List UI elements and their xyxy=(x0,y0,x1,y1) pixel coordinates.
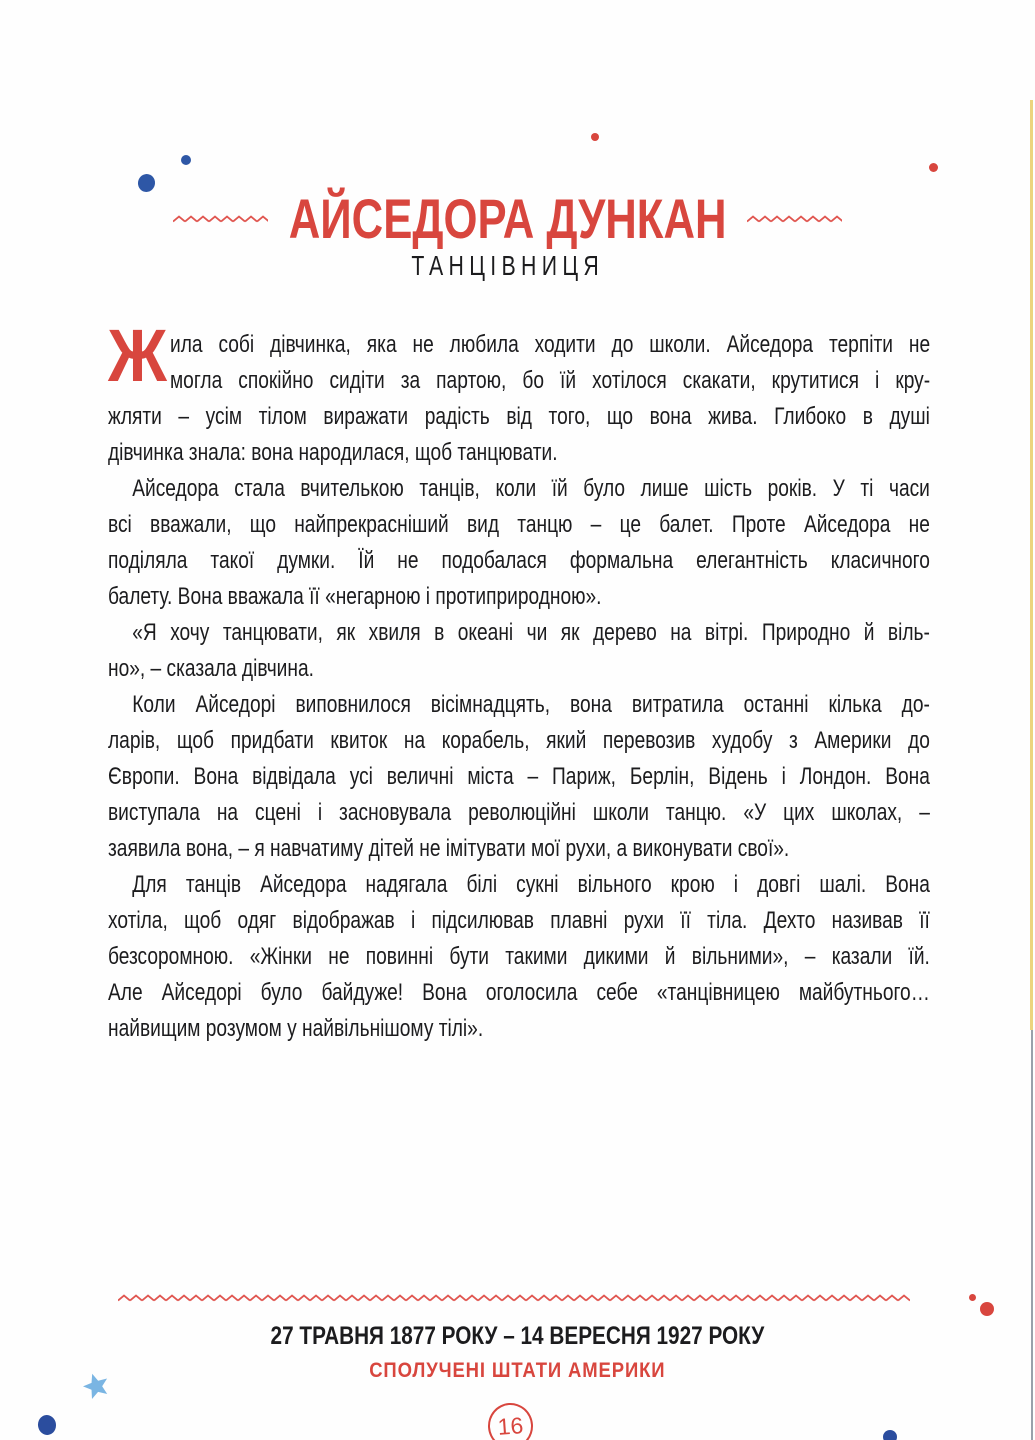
title-row xyxy=(0,186,1015,251)
dates-row xyxy=(0,1322,1035,1351)
text-line: Айседора стала вчителькою танців, коли їй було лише шість років. У ті часи xyxy=(132,475,930,502)
text-line: Для танців Айседора надягала білі сукні вільного крою і довгі шалі. Вона xyxy=(132,871,930,898)
text-line: заявила вона, – я навчатиму дітей не імітувати мої рухи, а виконувати свої». xyxy=(108,835,790,862)
text-line: поділяла такої думки. Їй не подобалася формальна елегантність класичного xyxy=(108,547,930,574)
paragraph xyxy=(108,314,931,471)
text-line: но», – сказала дівчина. xyxy=(108,655,314,682)
paragraph xyxy=(108,471,930,615)
text-line: «Я хочу танцювати, як хвиля в океані чи як дерево на вітрі. Природно й віль- xyxy=(132,619,930,646)
red-dot xyxy=(969,1294,976,1301)
page-number: 16 xyxy=(496,1411,525,1440)
red-dot xyxy=(980,1302,994,1316)
navy-dot xyxy=(37,1414,58,1436)
red-dot xyxy=(929,163,938,172)
blue-dot xyxy=(181,155,191,165)
text-line: Коли Айседорі виповнилося вісімнадцять, вона витратила останні кілька до- xyxy=(132,691,930,718)
body-text xyxy=(108,314,931,1047)
text-line: ила собі дівчинка, яка не любила ходити до школи. Айседора терпіти не xyxy=(170,331,931,358)
country-label: СПОЛУЧЕНІ ШТАТИ АМЕРИКИ xyxy=(369,1359,666,1382)
text-line: виступала на сцені і засновувала революційні школи танцю. «У цих школах, – xyxy=(108,799,930,826)
paragraph xyxy=(108,867,930,1047)
page-subtitle: ТАНЦІВНИЦЯ xyxy=(411,250,604,281)
text-line: жляти – усім тілом виражати радість від того, що вона жива. Глибоко в душі xyxy=(108,403,930,430)
text-line: дівчинка знала: вона народилася, щоб танцювати. xyxy=(108,439,558,466)
subtitle-row xyxy=(0,250,1015,282)
text-line: найвищим розумом у найвільнішому тілі». xyxy=(108,1015,484,1042)
zigzag-flourish-right xyxy=(747,213,842,225)
text-line: Європи. Вона відвідала усі величні міста – Париж, Берлін, Відень і Лондон. Вона xyxy=(108,763,930,790)
text-line: хотіла, щоб одяг відображав і підсилював плавні рухи її тіла. Дехто називав її xyxy=(108,907,930,934)
paragraph xyxy=(108,615,930,687)
text-line: Але Айседорі було байдуже! Вона оголосила себе «танцівницею майбутнього… xyxy=(108,979,930,1006)
page-number-badge xyxy=(486,1401,534,1440)
text-line: ларів, щоб придбати квиток на корабель, який перевозив худобу з Америки до xyxy=(108,727,930,754)
text-line: могла спокійно сидіти за партою, бо їй хотілося скакати, крутитися і кру- xyxy=(170,367,931,394)
text-line: всі вважали, що найпрекрасніший вид танцю – це балет. Проте Айседора не xyxy=(108,511,930,538)
country-row xyxy=(0,1359,1035,1383)
life-dates: 27 ТРАВНЯ 1877 РОКУ – 14 ВЕРЕСНЯ 1927 РОКУ xyxy=(270,1322,765,1350)
page-edge-line-yellow xyxy=(1030,100,1033,1030)
navy-dot xyxy=(883,1430,897,1440)
text-line: балету. Вона вважала її «негарною і протиприродною». xyxy=(108,583,602,610)
drop-cap: Ж xyxy=(108,314,167,397)
zigzag-divider xyxy=(118,1292,910,1305)
zigzag-flourish-left xyxy=(173,213,268,225)
text-line: безсоромною. «Жінки не повинні бути такими дикими й вільними», – казали їй. xyxy=(108,943,930,970)
red-dot xyxy=(591,133,599,141)
paragraph xyxy=(108,687,930,867)
page-title: АЙСЕДОРА ДУНКАН xyxy=(288,187,727,250)
